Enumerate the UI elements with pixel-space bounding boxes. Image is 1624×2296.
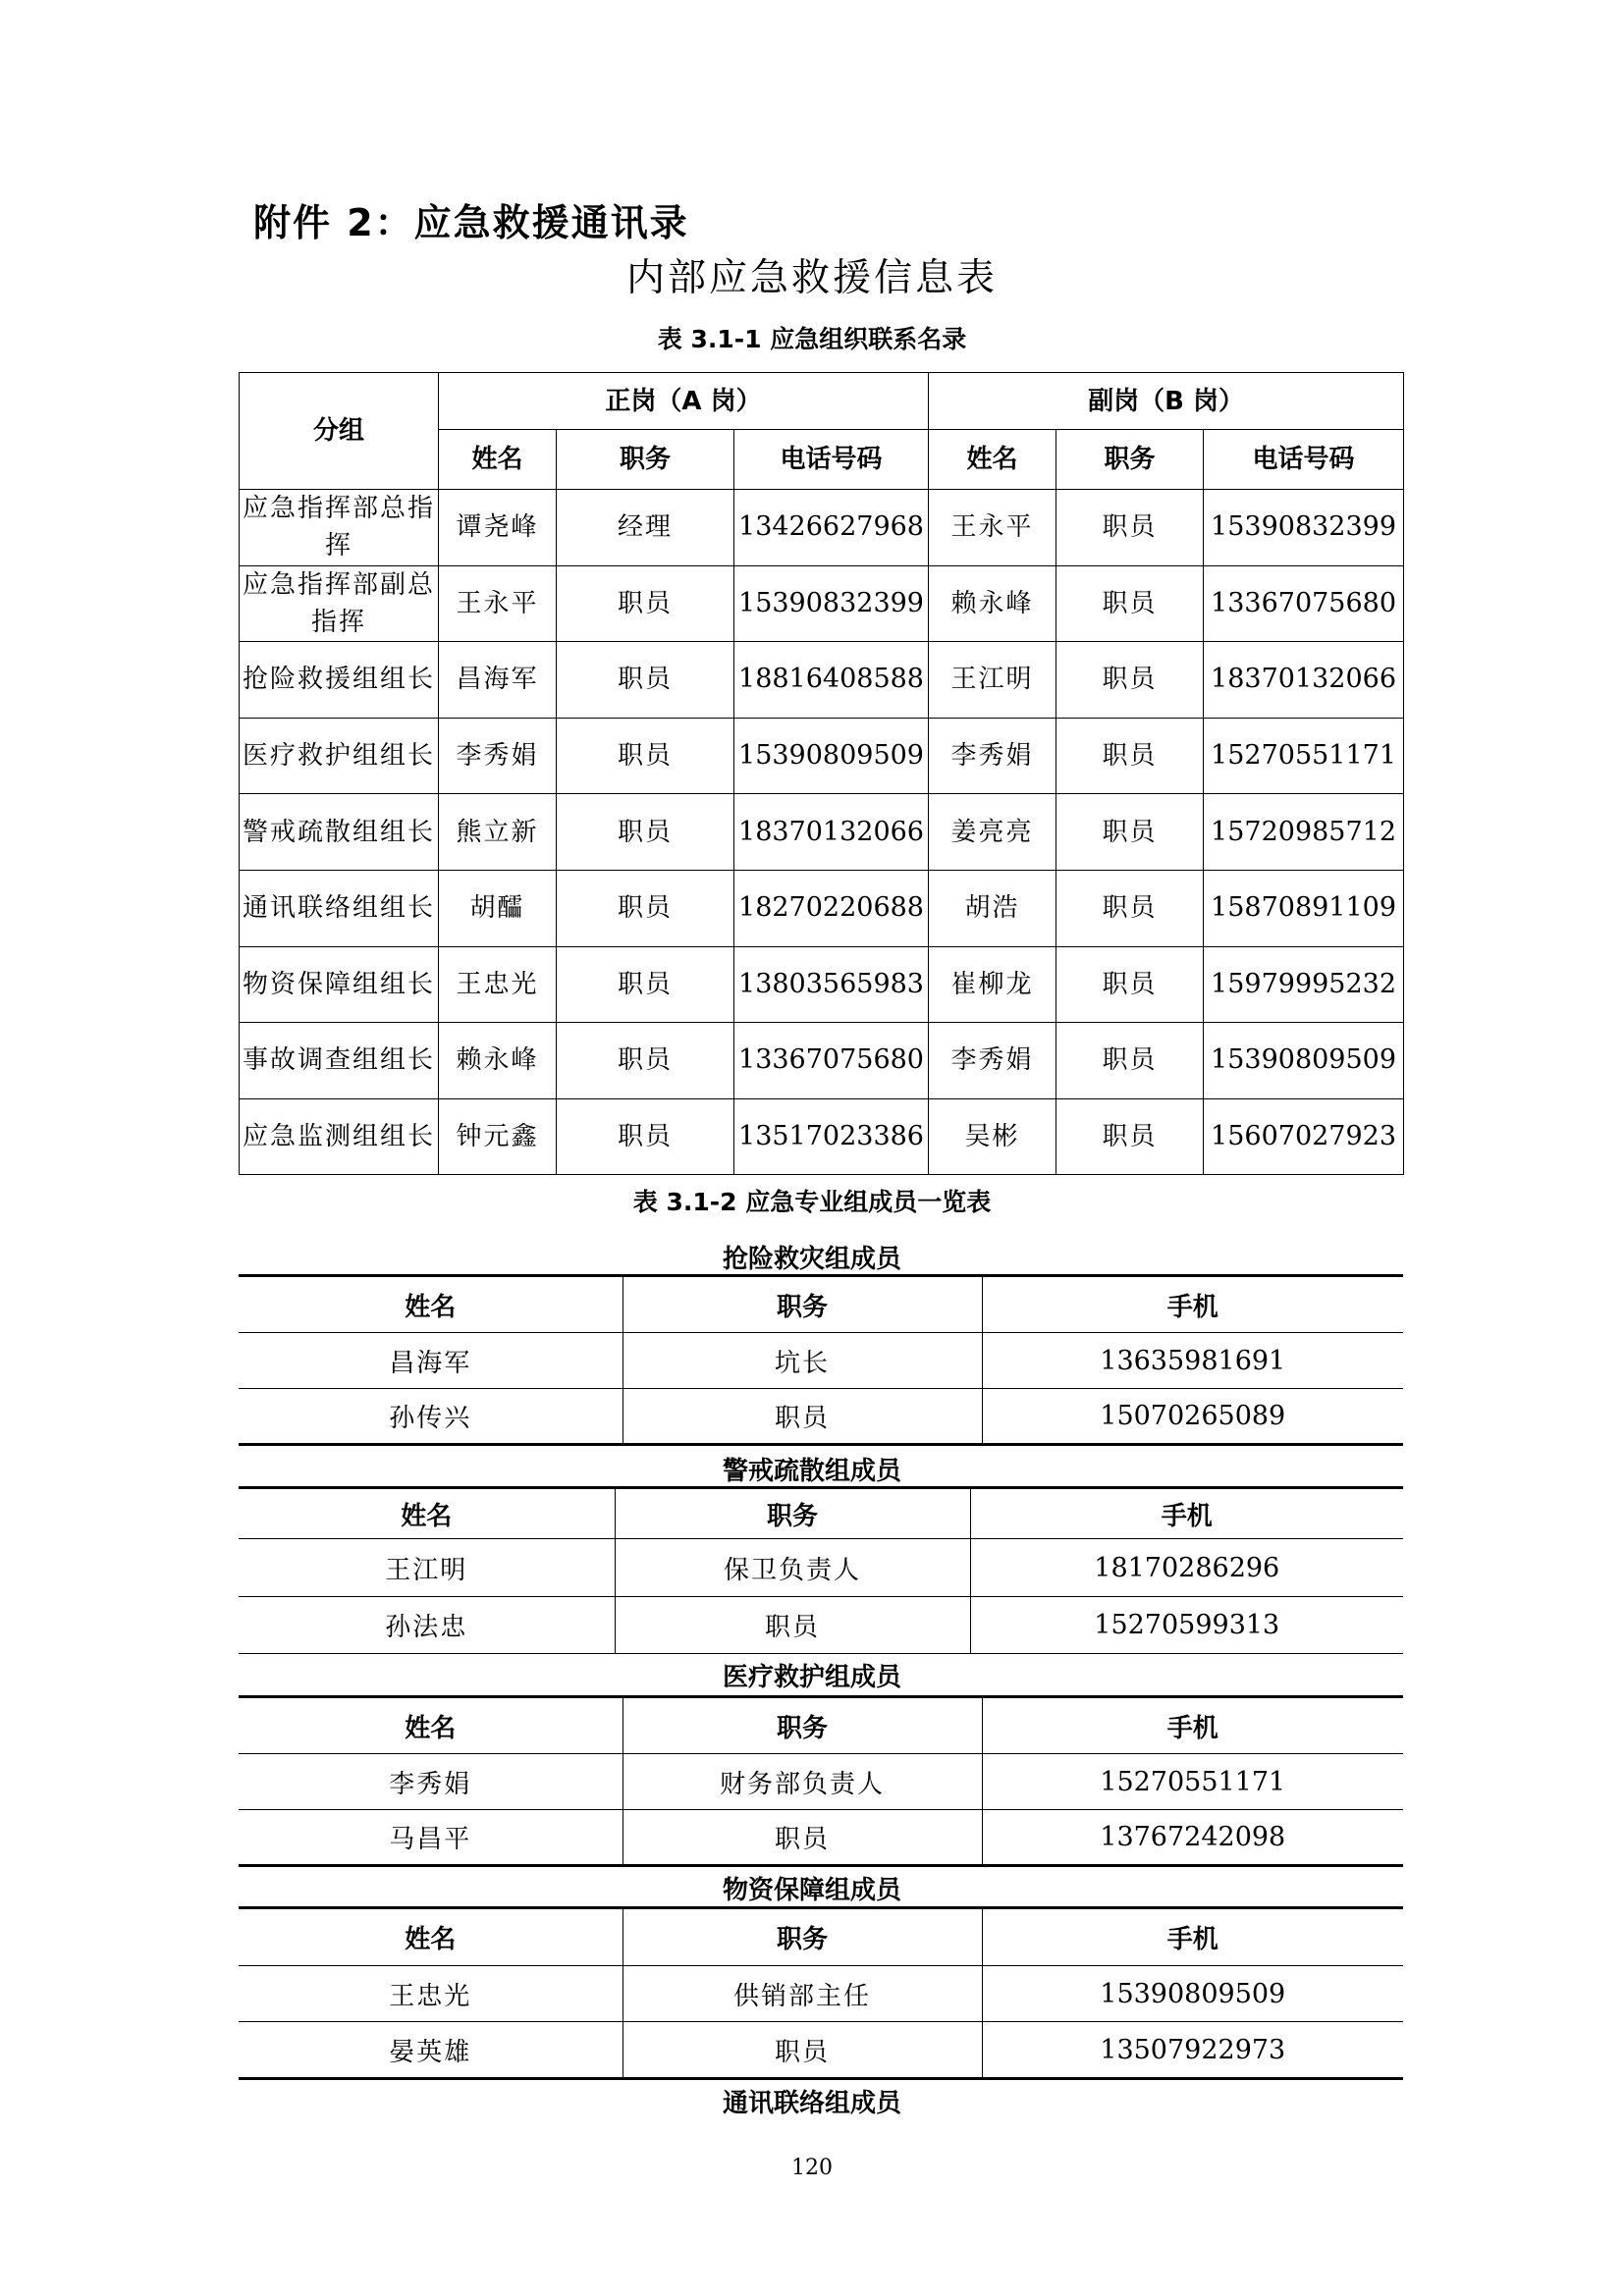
b-name-cell: 李秀娟 <box>929 718 1056 794</box>
b-position-cell: 职员 <box>1056 718 1204 794</box>
a-name-cell: 昌海军 <box>439 642 557 719</box>
member-name: 昌海军 <box>239 1333 623 1389</box>
b-position-cell: 职员 <box>1056 1098 1204 1175</box>
b-name-cell: 胡浩 <box>929 870 1056 946</box>
b-name-cell: 姜亮亮 <box>929 794 1056 871</box>
b-phone-cell: 15390832399 <box>1204 490 1404 566</box>
a-position-cell: 职员 <box>557 718 734 794</box>
b-phone-cell: 13367075680 <box>1204 565 1404 642</box>
member-mobile: 15390809509 <box>982 1966 1403 2022</box>
b-position-cell: 职员 <box>1056 870 1204 946</box>
table-header-row <box>239 1697 1403 1754</box>
member-table <box>239 1274 1403 1446</box>
member-name: 晏英雄 <box>239 2022 623 2079</box>
member-mobile: 13767242098 <box>982 1810 1403 1866</box>
a-phone-cell: 18270220688 <box>734 870 929 946</box>
a-phone-cell: 15390832399 <box>734 565 929 642</box>
b-phone-cell: 15270551171 <box>1204 718 1404 794</box>
member-position: 保卫负责人 <box>615 1539 970 1597</box>
member-name: 李秀娟 <box>239 1754 623 1810</box>
member-mobile: 13507922973 <box>982 2022 1403 2079</box>
table-row <box>239 1389 1403 1445</box>
group-title: 抢险救灾组成员 <box>722 1245 901 1274</box>
header-b-position: 职务 <box>1056 430 1204 490</box>
a-position-cell: 职员 <box>557 565 734 642</box>
group-title: 医疗救护组成员 <box>722 1663 901 1692</box>
table-row <box>239 1966 1403 2022</box>
a-name-cell: 王永平 <box>439 565 557 642</box>
table-row <box>240 946 1404 1023</box>
b-name-cell: 李秀娟 <box>929 1023 1056 1099</box>
header-position: 职务 <box>623 1276 982 1333</box>
b-position-cell: 职员 <box>1056 794 1204 871</box>
table-row <box>239 1597 1403 1654</box>
table-row <box>239 1754 1403 1810</box>
group-title: 通讯联络组成员 <box>722 2089 901 2118</box>
header-a-position: 职务 <box>557 430 734 490</box>
table2-caption: 表 3.1-2 应急专业组成员一览表 <box>632 1188 992 1216</box>
header-a-phone: 电话号码 <box>734 430 929 490</box>
b-name-cell: 王永平 <box>929 490 1056 566</box>
header-name: 姓名 <box>239 1908 623 1966</box>
group-cell: 警戒疏散组组长 <box>240 794 439 871</box>
header-mobile: 手机 <box>982 1276 1403 1333</box>
a-name-cell: 胡醽 <box>439 870 557 946</box>
b-phone-cell: 15720985712 <box>1204 794 1404 871</box>
table-row <box>239 1539 1403 1597</box>
member-mobile: 18170286296 <box>970 1539 1403 1597</box>
header-b-phone: 电话号码 <box>1204 430 1404 490</box>
b-name-cell: 赖永峰 <box>929 565 1056 642</box>
header-a-post: 正岗（A 岗） <box>439 373 929 430</box>
a-phone-cell: 15390809509 <box>734 718 929 794</box>
header-position: 职务 <box>615 1488 970 1539</box>
group-cell: 抢险救援组组长 <box>240 642 439 719</box>
a-phone-cell: 13367075680 <box>734 1023 929 1099</box>
member-position: 职员 <box>623 1389 982 1445</box>
a-phone-cell: 13517023386 <box>734 1098 929 1175</box>
a-position-cell: 职员 <box>557 946 734 1023</box>
table-row <box>240 1098 1404 1175</box>
b-phone-cell: 18370132066 <box>1204 642 1404 719</box>
a-name-cell: 熊立新 <box>439 794 557 871</box>
member-mobile: 15270599313 <box>970 1597 1403 1654</box>
table1-caption: 表 3.1-1 应急组织联系名录 <box>657 325 967 353</box>
member-name: 孙传兴 <box>239 1389 623 1445</box>
table-row <box>240 565 1404 642</box>
group-cell: 医疗救护组组长 <box>240 718 439 794</box>
b-name-cell: 崔柳龙 <box>929 946 1056 1023</box>
member-position: 供销部主任 <box>623 1966 982 2022</box>
member-name: 王忠光 <box>239 1966 623 2022</box>
member-mobile: 13635981691 <box>982 1333 1403 1389</box>
b-name-cell: 王江明 <box>929 642 1056 719</box>
member-name: 孙法忠 <box>239 1597 615 1654</box>
member-position: 坑长 <box>623 1333 982 1389</box>
b-phone-cell: 15607027923 <box>1204 1098 1404 1175</box>
a-name-cell: 钟元鑫 <box>439 1098 557 1175</box>
header-b-name: 姓名 <box>929 430 1056 490</box>
a-position-cell: 职员 <box>557 870 734 946</box>
header-name: 姓名 <box>239 1697 623 1754</box>
table-row <box>240 870 1404 946</box>
a-phone-cell: 13426627968 <box>734 490 929 566</box>
table-header-row <box>240 373 1404 430</box>
group-title: 物资保障组成员 <box>722 1876 901 1905</box>
member-mobile: 15270551171 <box>982 1754 1403 1810</box>
header-mobile: 手机 <box>982 1697 1403 1754</box>
emergency-contact-table <box>239 372 1404 1175</box>
header-a-name: 姓名 <box>439 430 557 490</box>
table-row <box>240 490 1404 566</box>
header-mobile: 手机 <box>982 1908 1403 1966</box>
member-position: 职员 <box>623 1810 982 1866</box>
a-phone-cell: 13803565983 <box>734 946 929 1023</box>
table-row <box>240 794 1404 871</box>
b-phone-cell: 15870891109 <box>1204 870 1404 946</box>
member-table <box>239 1486 1403 1654</box>
a-position-cell: 职员 <box>557 1023 734 1099</box>
page-title: 内部应急救援信息表 <box>625 256 998 300</box>
member-position: 职员 <box>623 2022 982 2079</box>
a-position-cell: 经理 <box>557 490 734 566</box>
table-header-row <box>239 1276 1403 1333</box>
table-row <box>239 1810 1403 1866</box>
attachment-heading: 附件 2：应急救援通讯录 <box>253 201 689 244</box>
group-cell: 应急指挥部副总指挥 <box>240 565 439 642</box>
member-table <box>239 1695 1403 1867</box>
table-row <box>240 642 1404 719</box>
table-header-row <box>239 1488 1403 1539</box>
member-name: 王江明 <box>239 1539 615 1597</box>
table-row <box>240 718 1404 794</box>
header-mobile: 手机 <box>970 1488 1403 1539</box>
b-phone-cell: 15979995232 <box>1204 946 1404 1023</box>
b-position-cell: 职员 <box>1056 1023 1204 1099</box>
header-name: 姓名 <box>239 1488 615 1539</box>
member-mobile: 15070265089 <box>982 1389 1403 1445</box>
a-name-cell: 李秀娟 <box>439 718 557 794</box>
b-phone-cell: 15390809509 <box>1204 1023 1404 1099</box>
group-cell: 通讯联络组组长 <box>240 870 439 946</box>
member-position: 职员 <box>615 1597 970 1654</box>
member-name: 马昌平 <box>239 1810 623 1866</box>
group-cell: 应急监测组组长 <box>240 1098 439 1175</box>
group-cell: 物资保障组组长 <box>240 946 439 1023</box>
a-phone-cell: 18370132066 <box>734 794 929 871</box>
b-position-cell: 职员 <box>1056 946 1204 1023</box>
header-position: 职务 <box>623 1908 982 1966</box>
table-header-row <box>239 1908 1403 1966</box>
a-position-cell: 职员 <box>557 794 734 871</box>
a-name-cell: 赖永峰 <box>439 1023 557 1099</box>
a-phone-cell: 18816408588 <box>734 642 929 719</box>
table-row <box>240 1023 1404 1099</box>
group-cell: 应急指挥部总指挥 <box>240 490 439 566</box>
a-name-cell: 谭尧峰 <box>439 490 557 566</box>
member-table <box>239 1906 1403 2080</box>
member-position: 财务部负责人 <box>623 1754 982 1810</box>
a-name-cell: 王忠光 <box>439 946 557 1023</box>
b-name-cell: 吴彬 <box>929 1098 1056 1175</box>
group-title: 警戒疏散组成员 <box>722 1457 901 1486</box>
table-row <box>239 2022 1403 2079</box>
header-b-post: 副岗（B 岗） <box>929 373 1404 430</box>
b-position-cell: 职员 <box>1056 565 1204 642</box>
a-position-cell: 职员 <box>557 1098 734 1175</box>
header-group: 分组 <box>240 373 439 490</box>
group-cell: 事故调查组组长 <box>240 1023 439 1099</box>
page-number: 120 <box>791 2156 833 2180</box>
b-position-cell: 职员 <box>1056 642 1204 719</box>
a-position-cell: 职员 <box>557 642 734 719</box>
header-position: 职务 <box>623 1697 982 1754</box>
table-row <box>239 1333 1403 1389</box>
b-position-cell: 职员 <box>1056 490 1204 566</box>
header-name: 姓名 <box>239 1276 623 1333</box>
